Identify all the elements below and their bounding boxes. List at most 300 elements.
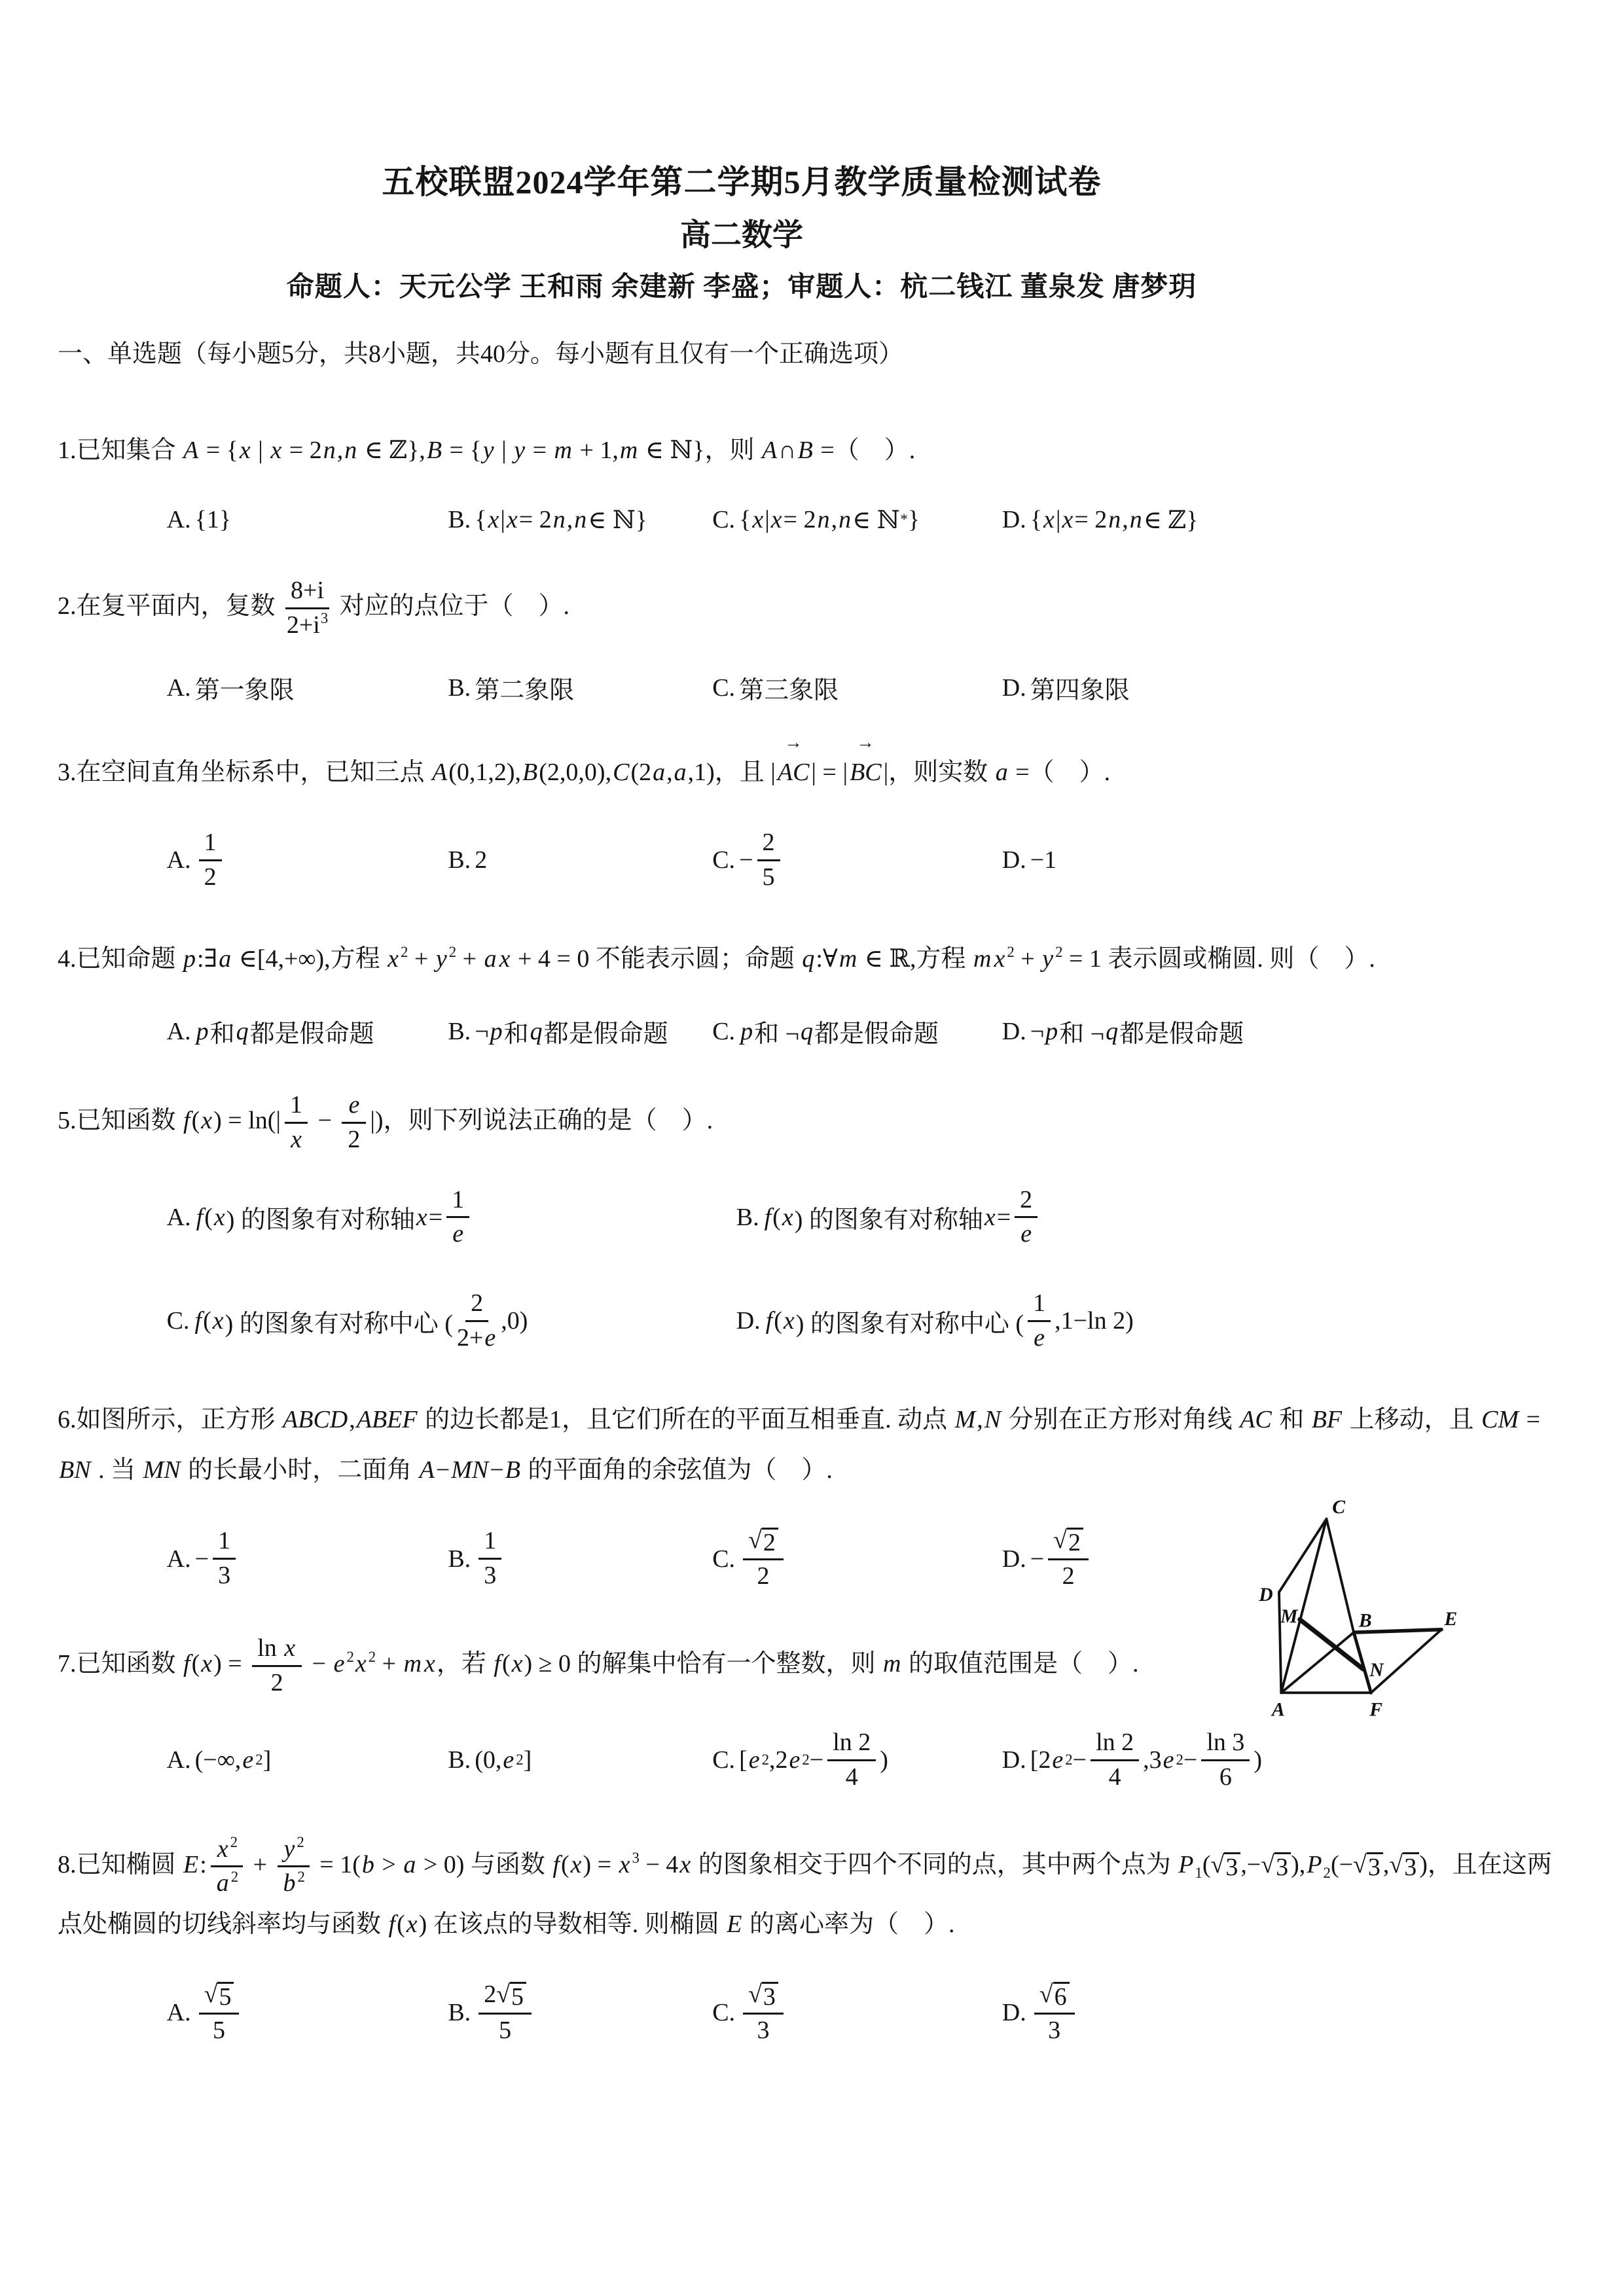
question-8 xyxy=(58,1834,1573,2047)
fraction-numerator: 2 xyxy=(757,829,780,861)
math-variable: x xyxy=(201,1107,213,1135)
question-2-stem: 2.在复平面内，复数 $\frac{8+i}{2+i^3}$ 对应的点位于（ ）. xyxy=(58,576,570,639)
fraction-numerator: 2 √ 5 xyxy=(478,1981,532,2015)
math-variable: f xyxy=(552,1850,560,1878)
math-variable: n xyxy=(344,437,357,464)
option-label: A. xyxy=(166,1203,191,1231)
math-superscript: 2 xyxy=(230,1868,239,1885)
fraction-numerator xyxy=(199,1981,240,2015)
sqrt-radicand: 3 xyxy=(1367,1852,1383,1881)
math-variable: x xyxy=(355,1649,367,1677)
math-subscript: 2 xyxy=(1323,1864,1331,1881)
fraction-denominator: 4 xyxy=(845,1763,858,1791)
option-7-D xyxy=(1002,1727,1573,1793)
math-variable: p xyxy=(1045,1017,1058,1045)
math-superscript: 2 xyxy=(297,1833,304,1850)
vertex-label-N: N xyxy=(1369,1659,1384,1681)
option-6-B xyxy=(448,1526,712,1591)
math-variable: x xyxy=(270,437,282,464)
math-sqrt xyxy=(1039,1982,1070,2011)
question-1 xyxy=(58,425,1573,535)
math-variable: y xyxy=(1042,944,1054,973)
option-label: C. xyxy=(712,1999,736,2027)
fraction-numerator: 1 xyxy=(1028,1289,1051,1322)
question-3-options xyxy=(167,827,1573,893)
option-content: f ( x ) 的图象有对称中心 ( $\frac{2}{2+e}$ ,0) xyxy=(194,1289,528,1352)
option-5-C xyxy=(167,1288,736,1354)
math-variable: x xyxy=(506,506,518,534)
option-6-C xyxy=(712,1525,1002,1592)
math-fraction xyxy=(211,1835,243,1898)
option-content xyxy=(739,1525,787,1592)
option-content: p 和 ¬ q 都是假命题 xyxy=(740,1017,939,1049)
fraction-denominator: 2 xyxy=(348,1126,361,1154)
math-variable: b xyxy=(283,1869,296,1897)
math-variable: q xyxy=(802,944,815,973)
math-variable: x xyxy=(679,1850,691,1878)
math-variable: CM xyxy=(1481,1405,1519,1433)
option-1-C xyxy=(712,505,1002,535)
math-fraction xyxy=(199,1981,240,2045)
math-variable: a xyxy=(403,1850,416,1878)
option-label: B. xyxy=(448,506,471,534)
option-2-C xyxy=(712,670,1002,706)
math-variable: e xyxy=(348,1091,360,1119)
edge-CB xyxy=(1326,1518,1354,1632)
section-heading: 一、单选题（每小题5分，共8小题，共40分。每小题有且仅有一个正确选项） xyxy=(58,340,904,368)
math-variable: B xyxy=(505,1456,520,1484)
fraction-denominator: 2 xyxy=(757,1562,770,1590)
math-variable: x xyxy=(416,1203,427,1231)
vertex-label-F: F xyxy=(1369,1699,1383,1721)
math-variable: A xyxy=(419,1456,435,1484)
math-variable: x xyxy=(213,1203,225,1231)
math-fraction xyxy=(213,1527,236,1590)
sqrt-radicand: 3 xyxy=(762,1982,778,2011)
math-variable: M xyxy=(954,1405,976,1433)
math-variable: p xyxy=(740,1017,753,1045)
math-variable: e xyxy=(1163,1746,1174,1774)
fraction-denominator xyxy=(1019,1218,1033,1249)
option-5-B xyxy=(736,1185,1573,1250)
math-variable: f xyxy=(183,1107,190,1135)
option-content: { x | x = 2 n , n ∈ ℕ * } xyxy=(739,506,920,534)
option-label: D. xyxy=(736,1307,761,1335)
math-variable: x xyxy=(212,1307,224,1335)
math-variable: q xyxy=(236,1017,249,1045)
math-variable: ABCD xyxy=(283,1405,348,1433)
math-variable: ABEF xyxy=(356,1405,418,1433)
math-sqrt xyxy=(1261,1852,1291,1881)
math-variable: a xyxy=(674,759,687,787)
math-variable: e xyxy=(484,1323,496,1352)
option-label: B. xyxy=(736,1203,759,1231)
sqrt-sign: √ xyxy=(1039,1980,1053,2008)
option-content: ¬ p 和 ¬ q 都是假命题 xyxy=(1030,1017,1244,1049)
question-7 xyxy=(58,1633,1573,1793)
fraction-numerator xyxy=(342,1091,366,1124)
math-variable: A xyxy=(183,437,199,464)
option-4-B xyxy=(448,1013,712,1049)
math-variable: y xyxy=(482,437,494,464)
option-3-D xyxy=(1002,846,1573,874)
question-4-stem: 4.已知命题 p:∃a ∈[4,+∞),方程 x $^2$ + y $^2$ + a x + 4 = 0 不能表示圆；命题 q:∀m ∈ ℝ,方程 m x $^2$ + y $^2$ = 1 表示圆或椭圆. 则（ ）. xyxy=(58,943,1375,973)
math-fraction xyxy=(478,1981,532,2045)
math-variable: MN xyxy=(451,1456,489,1484)
option-label: A. xyxy=(166,673,191,702)
math-fraction xyxy=(285,577,329,639)
math-variable: C xyxy=(613,759,630,787)
fraction-numerator: 1 xyxy=(446,1186,469,1219)
math-variable: x xyxy=(388,944,399,973)
question-8-options xyxy=(167,1979,1573,2047)
vertex-label-A: A xyxy=(1272,1699,1285,1721)
option-3-B xyxy=(448,846,712,874)
fraction-numerator: 1 xyxy=(478,1527,501,1560)
fraction-numerator: ln 3 xyxy=(1201,1729,1250,1761)
math-sqrt xyxy=(1053,1528,1083,1556)
option-7-B xyxy=(448,1746,712,1774)
option-label: C. xyxy=(712,846,736,874)
math-variable: n xyxy=(1108,506,1121,534)
math-sqrt xyxy=(1389,1852,1419,1881)
math-sqrt xyxy=(748,1528,778,1556)
option-label: A. xyxy=(166,1999,191,2027)
option-content: f ( x ) 的图象有对称轴 x = $\frac{2}{e}$ xyxy=(763,1185,1042,1250)
option-content xyxy=(475,1979,535,2047)
option-8-B xyxy=(448,1979,712,2047)
math-variable: A xyxy=(761,437,778,464)
math-fraction xyxy=(1034,1981,1075,2045)
math-variable: m xyxy=(883,1649,901,1677)
math-variable: E xyxy=(727,1910,742,1939)
option-label: D. xyxy=(1001,1545,1026,1573)
math-superscript: 2 xyxy=(230,1833,238,1850)
sqrt-radicand: 2 xyxy=(762,1528,778,1556)
page-title: 五校联盟2024学年第二学期5月教学质量检测试卷 xyxy=(382,164,1102,200)
question-1-stem: 1.已知集合 A = {x | x = 2n,n ∈ ℤ},B = {y | y = m + 1,m ∈ ℕ}，则 A∩B =（ ）. xyxy=(58,437,916,464)
math-sqrt xyxy=(748,1982,778,2011)
math-variable: e xyxy=(503,1746,514,1774)
math-variable: m xyxy=(403,1649,422,1677)
question-2 xyxy=(58,575,1573,706)
math-variable: p xyxy=(490,1017,503,1045)
math-fraction xyxy=(757,829,780,891)
vertex-label-M: M xyxy=(1280,1605,1298,1627)
fraction-numerator: 1 xyxy=(213,1527,236,1560)
edge-DC xyxy=(1279,1518,1326,1592)
option-label: A. xyxy=(166,1545,191,1573)
vertex-label-B: B xyxy=(1358,1609,1372,1631)
math-fraction xyxy=(342,1091,366,1154)
math-subscript: 1 xyxy=(1195,1864,1202,1881)
option-label: C. xyxy=(712,673,736,702)
math-variable: x xyxy=(424,1649,435,1677)
math-fraction xyxy=(252,1634,302,1697)
math-variable: A xyxy=(432,759,448,787)
question-1-options xyxy=(167,505,1573,535)
sqrt-radicand: 5 xyxy=(217,1982,234,2011)
option-8-C xyxy=(712,1979,1002,2047)
math-variable: E xyxy=(183,1850,199,1878)
math-variable: x xyxy=(291,1126,302,1154)
option-4-A xyxy=(167,1013,448,1049)
option-content: 第二象限 xyxy=(475,677,575,705)
math-sqrt xyxy=(1211,1852,1241,1881)
fraction-numerator: ln x xyxy=(252,1634,302,1667)
question-3-stem: 3.在空间直角坐标系中，已知三点 A(0,1,2),B(2,0,0),C(2a,a,1)，且 | → AC| = | → BC|，则实数 a =（ ）. xyxy=(58,746,1573,798)
vertex-label-E: E xyxy=(1444,1608,1458,1630)
math-fraction xyxy=(199,829,222,891)
option-3-C xyxy=(712,827,1002,893)
fraction-denominator: 3 xyxy=(757,2016,770,2044)
vertex-label-C: C xyxy=(1332,1496,1345,1518)
option-label: C. xyxy=(712,506,736,534)
math-variable: b xyxy=(361,1850,374,1878)
option-label: C. xyxy=(712,1017,736,1045)
question-5 xyxy=(58,1090,1573,1354)
option-4-C xyxy=(712,1013,1002,1049)
option-2-A xyxy=(167,670,448,706)
math-variable: e xyxy=(1020,1220,1032,1248)
option-2-D xyxy=(1002,670,1573,706)
option-label: C. xyxy=(712,1746,736,1774)
fraction-denominator: 5 xyxy=(499,2016,512,2044)
math-variable: y xyxy=(514,437,526,464)
math-variable: a xyxy=(219,944,232,973)
math-fraction xyxy=(278,1835,310,1898)
math-variable: BF xyxy=(1311,1405,1343,1433)
question-2-options xyxy=(167,670,1573,706)
option-6-A xyxy=(167,1526,448,1591)
option-content: −1 xyxy=(1030,846,1057,874)
fraction-denominator: 5 xyxy=(213,2016,226,2044)
sqrt-sign: √ xyxy=(1053,1526,1067,1554)
vector-name: BC xyxy=(850,759,882,787)
sqrt-sign: √ xyxy=(748,1526,762,1554)
question-5-options xyxy=(167,1185,1573,1354)
math-variable: B xyxy=(426,437,442,464)
fraction-denominator: 3 xyxy=(1048,2016,1061,2044)
option-7-C xyxy=(712,1727,1002,1793)
math-superscript: 2 xyxy=(297,1868,305,1885)
math-superscript: 2 xyxy=(401,943,408,960)
math-vector xyxy=(850,732,882,798)
math-variable: x xyxy=(782,1203,793,1231)
math-variable: x xyxy=(1062,506,1074,534)
option-label: A. xyxy=(166,846,191,874)
fraction-numerator: ln 2 xyxy=(1091,1729,1139,1761)
option-label: D. xyxy=(1001,1017,1026,1045)
math-variable: P xyxy=(1307,1850,1322,1878)
sqrt-radicand: 6 xyxy=(1053,1982,1070,2011)
math-superscript: 2 xyxy=(1055,943,1063,960)
option-4-D xyxy=(1002,1013,1573,1049)
fraction-numerator: 2 xyxy=(1015,1186,1038,1219)
question-4-options xyxy=(167,1013,1573,1049)
option-label: B. xyxy=(448,673,471,702)
fraction-denominator: 6 xyxy=(1219,1763,1232,1791)
fraction-denominator xyxy=(215,1867,238,1898)
option-8-D xyxy=(1002,1979,1573,2047)
math-variable: x xyxy=(488,506,499,534)
option-content: {1} xyxy=(194,506,232,534)
option-3-A xyxy=(167,827,448,893)
math-superscript: 3 xyxy=(632,1849,640,1866)
math-variable: a xyxy=(484,944,497,973)
sqrt-radicand: 5 xyxy=(510,1982,526,2011)
math-variable: x xyxy=(239,437,251,464)
math-variable: B xyxy=(797,437,813,464)
option-content: p 和 q 都是假命题 xyxy=(196,1017,374,1049)
sqrt-radicand: 3 xyxy=(1403,1852,1419,1881)
math-variable: f xyxy=(765,1307,773,1335)
option-label: B. xyxy=(448,1999,471,2027)
fraction-numerator xyxy=(211,1835,243,1868)
option-label: B. xyxy=(448,846,471,874)
sqrt-radicand: 2 xyxy=(1067,1528,1083,1556)
math-variable: e xyxy=(1052,1746,1064,1774)
math-superscript: 2 xyxy=(448,943,457,960)
math-variable: BN xyxy=(59,1456,91,1484)
math-variable: e xyxy=(1034,1323,1045,1352)
math-fraction xyxy=(1048,1526,1089,1591)
option-content: [2 e 2 − $\frac{\ln 2}{4}$ ,3 e 2 − $\frac{\ln 3}{6}$ ) xyxy=(1030,1729,1263,1791)
option-label: D. xyxy=(1001,846,1026,874)
option-2-B xyxy=(448,670,712,706)
math-variable: f xyxy=(194,1307,202,1335)
option-1-B xyxy=(448,505,712,535)
fraction-denominator: 2 xyxy=(270,1668,283,1696)
math-variable: x xyxy=(499,944,511,973)
math-variable: f xyxy=(183,1649,190,1677)
option-content xyxy=(475,1526,505,1591)
math-variable: e xyxy=(242,1746,254,1774)
math-variable: a xyxy=(653,759,666,787)
math-variable: a xyxy=(216,1869,229,1897)
math-variable: N xyxy=(984,1405,1001,1433)
fraction-numerator xyxy=(278,1835,310,1868)
fraction-numerator xyxy=(743,1981,784,2015)
option-label: D. xyxy=(1001,1746,1026,1774)
math-variable: f xyxy=(764,1203,772,1231)
math-variable: x xyxy=(752,506,764,534)
fraction-denominator: $2+i^3$ xyxy=(286,609,329,639)
math-variable: a xyxy=(995,759,1008,787)
option-label: A. xyxy=(166,506,191,534)
fraction-denominator: 2+e xyxy=(456,1323,496,1352)
vector-arrow: → xyxy=(784,732,803,752)
vector-arrow: → xyxy=(856,732,875,752)
fraction-numerator: 1 xyxy=(285,1091,308,1124)
fraction-numerator: 1 xyxy=(199,829,222,861)
fraction-denominator xyxy=(281,1867,304,1898)
math-variable: x xyxy=(994,944,1005,973)
math-variable: B xyxy=(522,759,538,787)
question-3 xyxy=(58,732,1573,893)
option-label: B. xyxy=(448,1545,471,1573)
sqrt-radicand: 3 xyxy=(1274,1852,1291,1881)
math-variable: n xyxy=(817,506,830,534)
sqrt-sign: √ xyxy=(496,1980,511,2008)
question-4 xyxy=(58,934,1573,1050)
option-content: { x | x = 2 n , n ∈ ℕ} xyxy=(475,506,647,534)
math-fraction xyxy=(446,1186,469,1249)
math-variable: x xyxy=(770,506,782,534)
sqrt-sign: √ xyxy=(748,1980,762,2008)
math-variable: x xyxy=(619,1850,630,1878)
option-label: C. xyxy=(712,1545,736,1573)
math-superscript: 3 xyxy=(320,609,329,626)
sqrt-sign: √ xyxy=(1210,1850,1225,1878)
sqrt-sign: √ xyxy=(1353,1850,1367,1878)
fraction-denominator: 3 xyxy=(484,1562,497,1590)
math-fraction xyxy=(1201,1729,1250,1791)
math-superscript: 2 xyxy=(1007,943,1015,960)
fraction-denominator: 4 xyxy=(1108,1763,1121,1791)
fraction-numerator: 2 xyxy=(465,1289,488,1322)
math-fraction xyxy=(457,1289,497,1352)
exam-subject: 高二数学 xyxy=(680,219,803,253)
question-6-stem: 6.如图所示，正方形 ABCD,ABEF 的边长都是1，且它们所在的平面互相垂直. 动点 M,N 分别在正方形对角线 AC 和 BF 上移动，且 CM = BN . 当 MN 的长最小时，二面角 A−MN−B 的平面角的余弦值为（ ）. xyxy=(58,1405,1541,1484)
math-fraction xyxy=(478,1527,501,1590)
option-content: − $\frac{1}{3}$ xyxy=(195,1526,240,1591)
math-variable: n xyxy=(552,506,566,534)
math-variable: n xyxy=(323,437,336,464)
math-sqrt xyxy=(204,1982,234,2011)
math-variable: q xyxy=(530,1017,543,1045)
fraction-denominator: 5 xyxy=(762,863,775,891)
option-content: − $\frac{2}{5}$ xyxy=(739,827,784,893)
math-variable: e xyxy=(789,1746,801,1774)
fraction-denominator: 3 xyxy=(218,1562,231,1590)
math-fraction xyxy=(743,1981,784,2045)
math-variable: e xyxy=(333,1649,345,1677)
math-variable: x xyxy=(406,1910,418,1939)
option-content xyxy=(195,1979,244,2047)
math-fraction xyxy=(743,1526,784,1591)
math-fraction xyxy=(827,1729,876,1791)
question-5-stem: 5.已知函数 f(x) = ln(| $\frac{1}{x}$ − $\frac{e}{2}$ |)，则下列说法正确的是（ ）. xyxy=(58,1091,713,1154)
vertex-label-D: D xyxy=(1259,1584,1273,1605)
vector-name: AC xyxy=(777,759,810,787)
option-content xyxy=(739,1979,787,2047)
option-5-A xyxy=(167,1185,736,1250)
math-variable: x xyxy=(783,1307,795,1335)
math-variable: x xyxy=(511,1649,523,1677)
fraction-denominator xyxy=(289,1124,303,1155)
math-variable: x xyxy=(984,1203,996,1231)
math-variable: x xyxy=(284,1634,296,1662)
option-content: − √ 2 2 xyxy=(1030,1525,1092,1592)
math-variable: x xyxy=(1043,506,1055,534)
option-content: (0, e 2 ] xyxy=(475,1746,532,1774)
option-1-A xyxy=(167,505,448,534)
option-8-A xyxy=(167,1979,448,2047)
question-7-stem: 7.已知函数 f(x) = $\frac{\text{ln x}}{2}$ − e $^2$x $^2$ + m x，若 f(x) ≥ 0 的解集中恰有一个整数，则 m 的取值范围是（ ）. xyxy=(58,1634,1139,1696)
math-variable: f xyxy=(196,1203,204,1231)
math-variable: x xyxy=(201,1649,213,1677)
math-variable: y xyxy=(435,944,447,973)
fraction-numerator xyxy=(1048,1526,1089,1560)
math-variable: P xyxy=(1178,1850,1194,1878)
math-variable: f xyxy=(494,1649,501,1677)
math-vector xyxy=(777,732,810,798)
option-label: D. xyxy=(1001,506,1026,534)
option-label: D. xyxy=(1001,1999,1026,2027)
option-content: f ( x ) 的图象有对称中心 ( $\frac{1}{e}$ ,1−ln 2) xyxy=(765,1289,1134,1352)
math-variable: y xyxy=(283,1835,295,1863)
